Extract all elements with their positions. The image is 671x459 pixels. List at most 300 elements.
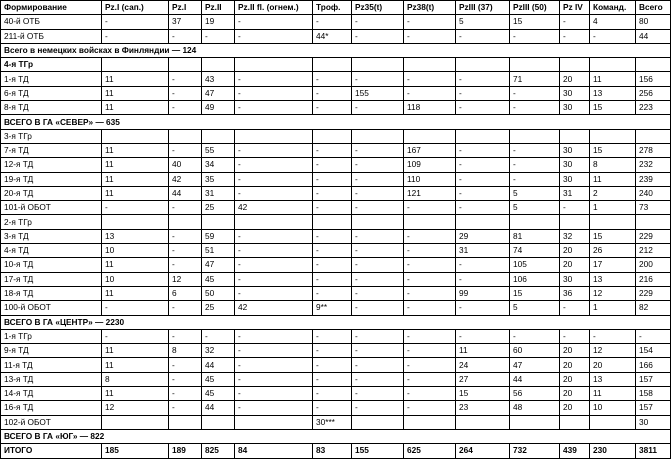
value-cell: - [169,358,202,372]
value-cell: - [404,401,456,415]
value-cell: - [313,201,352,215]
table-row [1,158,671,172]
value-cell: 10 [590,401,636,415]
table-row [1,101,671,115]
value-cell: 50 [202,286,235,300]
unit-name-cell: 3-я ТГр [1,129,102,143]
value-cell: 20 [560,344,590,358]
value-cell: 1 [590,201,636,215]
value-cell: 25 [202,301,235,315]
value-cell: 11 [102,258,169,272]
value-cell: - [235,229,313,243]
value-cell: 30 [560,272,590,286]
value-cell: 4 [590,15,636,29]
value-cell: - [404,72,456,86]
unit-name-cell: 102-й ОБОТ [1,415,102,429]
value-cell: 11 [102,286,169,300]
value-cell: 11 [102,72,169,86]
unit-name-cell: 1-я ТД [1,72,102,86]
value-cell [202,215,235,229]
value-cell: 2 [590,186,636,200]
value-cell: - [456,201,510,215]
value-cell: 256 [636,86,671,100]
value-cell: 5 [510,186,560,200]
value-cell: - [235,29,313,43]
unit-name-cell: 9-я ТД [1,344,102,358]
value-cell: 732 [510,444,560,458]
value-cell: 84 [235,444,313,458]
section-summary-text: Всего в немецких войсках в Финляндии — 124 [1,43,671,57]
value-cell: - [510,29,560,43]
value-cell: - [352,372,404,386]
value-cell: - [235,158,313,172]
value-cell: - [456,143,510,157]
value-cell: - [352,244,404,258]
value-cell: - [235,258,313,272]
value-cell: - [169,86,202,100]
value-cell [235,58,313,72]
table-row [1,387,671,401]
value-cell: - [456,101,510,115]
value-cell: 157 [636,372,671,386]
table-row [1,15,671,29]
value-cell: 31 [456,244,510,258]
value-cell: - [313,401,352,415]
value-cell: 45 [202,387,235,401]
value-cell: - [456,329,510,343]
table-row [1,215,671,229]
value-cell: 20 [560,372,590,386]
value-cell: 5 [510,301,560,315]
value-cell: - [352,186,404,200]
unit-name-cell: 3-я ТД [1,229,102,243]
value-cell: - [202,329,235,343]
value-cell: - [313,172,352,186]
section-summary-row [1,315,671,329]
value-cell: - [456,86,510,100]
value-cell: 31 [202,186,235,200]
value-cell [352,129,404,143]
table-row [1,258,671,272]
table-row [1,401,671,415]
value-cell: 81 [510,229,560,243]
value-cell: 230 [590,444,636,458]
value-cell [560,58,590,72]
value-cell: 35 [202,172,235,186]
unit-name-cell: 2-я ТГр [1,215,102,229]
value-cell [456,129,510,143]
value-cell: - [352,344,404,358]
unit-name-cell: 8-я ТД [1,101,102,115]
value-cell: 154 [636,344,671,358]
value-cell: 13 [590,86,636,100]
value-cell: - [313,258,352,272]
value-cell: 15 [510,286,560,300]
value-cell: 45 [202,272,235,286]
value-cell: - [560,201,590,215]
value-cell: 60 [510,344,560,358]
table-row [1,415,671,429]
value-cell: 157 [636,401,671,415]
value-cell: 26 [590,244,636,258]
value-cell: 20 [560,258,590,272]
column-header: Всего [636,1,671,15]
value-cell [313,215,352,229]
value-cell: 43 [202,72,235,86]
value-cell: 45 [202,372,235,386]
value-cell: 200 [636,258,671,272]
value-cell: - [102,29,169,43]
column-header: Команд. [590,1,636,15]
value-cell: - [404,272,456,286]
value-cell: 5 [510,201,560,215]
table-row [1,201,671,215]
value-cell [560,215,590,229]
value-cell: 44* [313,29,352,43]
value-cell: - [169,101,202,115]
value-cell [313,129,352,143]
value-cell [102,58,169,72]
value-cell [352,415,404,429]
value-cell: 24 [456,358,510,372]
column-header: Pz38(t) [404,1,456,15]
value-cell: 47 [510,358,560,372]
value-cell: 83 [313,444,352,458]
value-cell: - [102,15,169,29]
value-cell: - [169,387,202,401]
value-cell: - [404,344,456,358]
value-cell: 11 [102,172,169,186]
value-cell: - [313,101,352,115]
unit-name-cell: 7-я ТД [1,143,102,157]
value-cell: - [352,286,404,300]
value-cell [202,58,235,72]
value-cell: 155 [352,444,404,458]
value-cell: - [352,101,404,115]
value-cell: 166 [636,358,671,372]
column-header: Pz IV [560,1,590,15]
value-cell [102,129,169,143]
table-row [1,143,671,157]
value-cell [510,58,560,72]
section-summary-text: ВСЕГО В ГА «ЮГ» — 822 [1,429,671,443]
value-cell: - [313,15,352,29]
table-row [1,372,671,386]
value-cell: 8 [169,344,202,358]
unit-name-cell: 18-я ТД [1,286,102,300]
value-cell: - [235,15,313,29]
value-cell: - [456,158,510,172]
value-cell [102,415,169,429]
value-cell: - [404,358,456,372]
value-cell: - [404,301,456,315]
value-cell: 48 [510,401,560,415]
value-cell: - [169,201,202,215]
unit-name-cell: 4-я ТГр [1,58,102,72]
value-cell: - [352,401,404,415]
value-cell: 15 [590,101,636,115]
value-cell: 44 [636,29,671,43]
value-cell: 189 [169,444,202,458]
value-cell: 12 [169,272,202,286]
value-cell: 239 [636,172,671,186]
value-cell: - [404,29,456,43]
value-cell: - [169,229,202,243]
unit-name-cell: 40-й ОТБ [1,15,102,29]
value-cell [404,58,456,72]
column-header: PzIII (50) [510,1,560,15]
value-cell [404,415,456,429]
section-summary-text: ВСЕГО В ГА «ЦЕНТР» — 2230 [1,315,671,329]
value-cell: 156 [636,72,671,86]
value-cell [169,415,202,429]
value-cell: 15 [590,229,636,243]
value-cell: 13 [590,372,636,386]
value-cell: 158 [636,387,671,401]
value-cell: - [404,286,456,300]
value-cell: 59 [202,229,235,243]
value-cell: - [313,329,352,343]
value-cell: - [313,158,352,172]
value-cell: - [313,372,352,386]
value-cell: - [313,272,352,286]
value-cell [590,58,636,72]
value-cell: - [404,244,456,258]
value-cell: 12 [102,401,169,415]
value-cell: 56 [510,387,560,401]
value-cell: 12 [590,344,636,358]
value-cell: 6 [169,286,202,300]
value-cell: - [636,329,671,343]
table-row [1,172,671,186]
value-cell [235,415,313,429]
value-cell [456,215,510,229]
section-summary-row [1,429,671,443]
column-header: Pz35(t) [352,1,404,15]
value-cell: - [352,329,404,343]
value-cell: - [169,244,202,258]
value-cell: 23 [456,401,510,415]
value-cell: - [590,329,636,343]
value-cell: 99 [456,286,510,300]
value-cell: 1 [590,301,636,315]
value-cell [560,415,590,429]
value-cell: - [313,358,352,372]
table-row [1,286,671,300]
value-cell [560,129,590,143]
value-cell: 30 [636,415,671,429]
value-cell: - [313,143,352,157]
value-cell [235,215,313,229]
value-cell: 30 [560,86,590,100]
value-cell: - [102,201,169,215]
unit-name-cell: 11-я ТД [1,358,102,372]
table-row [1,329,671,343]
value-cell: - [404,229,456,243]
value-cell: 74 [510,244,560,258]
value-cell: 47 [202,258,235,272]
value-cell: 264 [456,444,510,458]
value-cell: - [169,258,202,272]
value-cell: 42 [169,172,202,186]
value-cell [636,58,671,72]
table-header-row [1,1,671,15]
value-cell: 11 [102,358,169,372]
value-cell: 825 [202,444,235,458]
value-cell: 439 [560,444,590,458]
unit-name-cell: ИТОГО [1,444,102,458]
value-cell: - [169,72,202,86]
section-summary-row [1,115,671,129]
value-cell: 47 [202,86,235,100]
value-cell: 10 [102,272,169,286]
value-cell [510,129,560,143]
unit-name-cell: 100-й ОБОТ [1,301,102,315]
value-cell: 20 [560,401,590,415]
value-cell: - [313,244,352,258]
table-row [1,272,671,286]
value-cell: - [404,258,456,272]
value-cell: - [352,258,404,272]
value-cell [510,415,560,429]
value-cell: 11 [102,101,169,115]
value-cell: 25 [202,201,235,215]
value-cell: - [169,29,202,43]
value-cell: 5 [456,15,510,29]
unit-name-cell: 19-я ТД [1,172,102,186]
value-cell [202,129,235,143]
value-cell: - [404,86,456,100]
value-cell [352,58,404,72]
value-cell: - [102,301,169,315]
value-cell: - [352,15,404,29]
value-cell: 30 [560,172,590,186]
value-cell: 13 [102,229,169,243]
value-cell: - [560,301,590,315]
column-header: Pz.II fl. (огнем.) [235,1,313,15]
value-cell: 20 [560,387,590,401]
unit-name-cell: 211-й ОТБ [1,29,102,43]
value-cell: 40 [169,158,202,172]
value-cell: - [235,401,313,415]
value-cell: - [352,143,404,157]
value-cell: - [352,158,404,172]
value-cell [404,215,456,229]
value-cell: - [313,86,352,100]
value-cell: - [510,158,560,172]
value-cell: - [590,29,636,43]
value-cell: 82 [636,301,671,315]
value-cell: 625 [404,444,456,458]
value-cell: 20 [560,72,590,86]
unit-name-cell: 101-й ОБОТ [1,201,102,215]
value-cell: 17 [590,258,636,272]
value-cell: - [235,72,313,86]
value-cell: - [510,172,560,186]
unit-name-cell: 16-я ТД [1,401,102,415]
value-cell: - [235,86,313,100]
value-cell: 42 [235,301,313,315]
value-cell [235,129,313,143]
value-cell: - [510,143,560,157]
column-header: PzIII (37) [456,1,510,15]
section-summary-row [1,43,671,57]
value-cell: - [404,372,456,386]
unit-name-cell: 20-я ТД [1,186,102,200]
value-cell: - [235,329,313,343]
table-row [1,358,671,372]
value-cell: - [560,329,590,343]
value-cell: 15 [510,15,560,29]
value-cell: 34 [202,158,235,172]
value-cell: - [235,186,313,200]
value-cell [636,215,671,229]
value-cell: 121 [404,186,456,200]
value-cell: - [404,387,456,401]
value-cell: 30*** [313,415,352,429]
table-row [1,29,671,43]
value-cell: 19 [202,15,235,29]
unit-name-cell: 1-я ТГр [1,329,102,343]
value-cell: - [404,201,456,215]
value-cell: - [456,172,510,186]
value-cell: - [352,229,404,243]
table-row [1,129,671,143]
value-cell: - [313,387,352,401]
value-cell: 71 [510,72,560,86]
value-cell: 80 [636,15,671,29]
unit-name-cell: 10-я ТД [1,258,102,272]
column-header: Pz.II [202,1,235,15]
value-cell: 118 [404,101,456,115]
value-cell: - [102,329,169,343]
value-cell: 109 [404,158,456,172]
value-cell: - [313,344,352,358]
value-cell: - [560,15,590,29]
value-cell: 20 [560,358,590,372]
value-cell: - [456,186,510,200]
value-cell: 20 [560,244,590,258]
value-cell: - [352,72,404,86]
value-cell: - [169,372,202,386]
value-cell: - [352,301,404,315]
value-cell: 110 [404,172,456,186]
value-cell [636,129,671,143]
value-cell: 105 [510,258,560,272]
value-cell: 37 [169,15,202,29]
value-cell: 30 [560,101,590,115]
value-cell: 278 [636,143,671,157]
table-row [1,58,671,72]
value-cell [169,215,202,229]
value-cell: - [510,329,560,343]
value-cell: 29 [456,229,510,243]
value-cell: - [352,172,404,186]
value-cell: 216 [636,272,671,286]
value-cell: - [456,258,510,272]
value-cell: 11 [102,143,169,157]
value-cell: - [313,72,352,86]
value-cell: - [235,358,313,372]
value-cell: - [169,401,202,415]
value-cell: - [313,186,352,200]
value-cell: 44 [202,358,235,372]
value-cell: - [202,29,235,43]
value-cell: 30 [560,143,590,157]
value-cell: - [456,301,510,315]
value-cell: - [404,329,456,343]
value-cell: - [235,172,313,186]
